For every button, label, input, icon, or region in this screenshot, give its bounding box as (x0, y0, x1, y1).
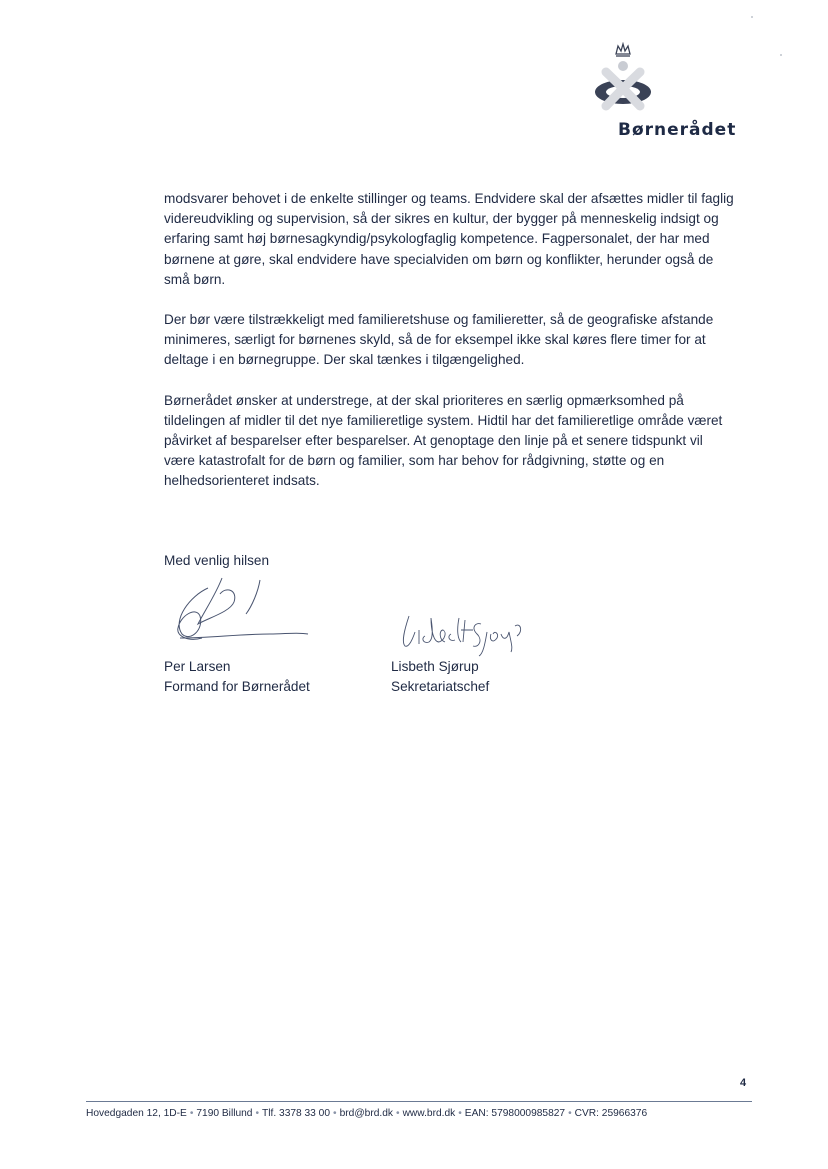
paragraph: Børnerådet ønsker at understrege, at der skal prioriteres en særlig opmærksomhed på tildelingen af midler til det nye familieretlige system. Hidtil har det familieretlige område været påvirket af besparelser efter besparelser. At genoptage den linje på et senere tidspunkt vil være katastrofalt for de børn og familier, som har behov for rådgivning, støtte og en helhedsorienteret indsats. (164, 392, 723, 489)
signature-per-larsen (160, 572, 320, 650)
footer-separator: • (189, 1108, 194, 1119)
footer-city: 7190 Billund (196, 1108, 253, 1119)
closing-greeting: Med venlig hilsen (164, 553, 270, 568)
signatory-block (391, 657, 489, 697)
signatory-name: Lisbeth Sjørup (391, 659, 479, 674)
footer-divider (86, 1101, 752, 1102)
organization-name: Børnerådet (618, 120, 737, 140)
page-number: 4 (740, 1077, 747, 1089)
footer-phone: Tlf. 3378 33 00 (262, 1108, 331, 1119)
footer-website: www.brd.dk (402, 1108, 456, 1119)
footer-separator: • (333, 1108, 337, 1119)
footer-ean: EAN: 5798000985827 (464, 1108, 566, 1119)
footer-separator: • (568, 1108, 572, 1119)
letter-body (164, 189, 764, 512)
footer-address: Hovedgaden 12, 1D-E (86, 1108, 187, 1119)
footer-separator: • (255, 1108, 260, 1119)
signatory-block (164, 657, 310, 697)
paragraph: modsvarer behovet i de enkelte stillinger og teams. Endvidere skal der afsættes midler til faglig videreudvikling og supervision, så der sikres en kultur, der bygger på menneskelig indsigt og erfaring samt høj børnesagkyndig/psykologfaglig kompetence. Fagpersonalet, der har med børnene at gøre, skal endvidere have specialviden om børn og konflikter, herunder også de små børn. (164, 191, 734, 287)
signatory-name: Per Larsen (164, 659, 231, 674)
footer-cvr: CVR: 25966376 (574, 1108, 648, 1119)
signature-lisbeth-sjorup (395, 608, 530, 658)
signatory-title: Sekretariatschef (391, 679, 490, 694)
footer-contact-line (86, 1108, 752, 1119)
borneraadet-crown-emblem-icon (588, 42, 658, 112)
footer-separator: • (395, 1108, 400, 1119)
footer-separator: • (458, 1108, 462, 1119)
paragraph: Der bør være tilstrækkeligt med familieretshuse og familieretter, så de geografiske afstande minimeres, særligt for børnenes skyld, så de for eksempel ikke skal køres flere timer for at deltage i en børnegruppe. Der skal tænkes i tilgængelighed. (164, 312, 714, 368)
footer-email: brd@brd.dk (339, 1108, 393, 1119)
signatory-title: Formand for Børnerådet (164, 679, 310, 694)
